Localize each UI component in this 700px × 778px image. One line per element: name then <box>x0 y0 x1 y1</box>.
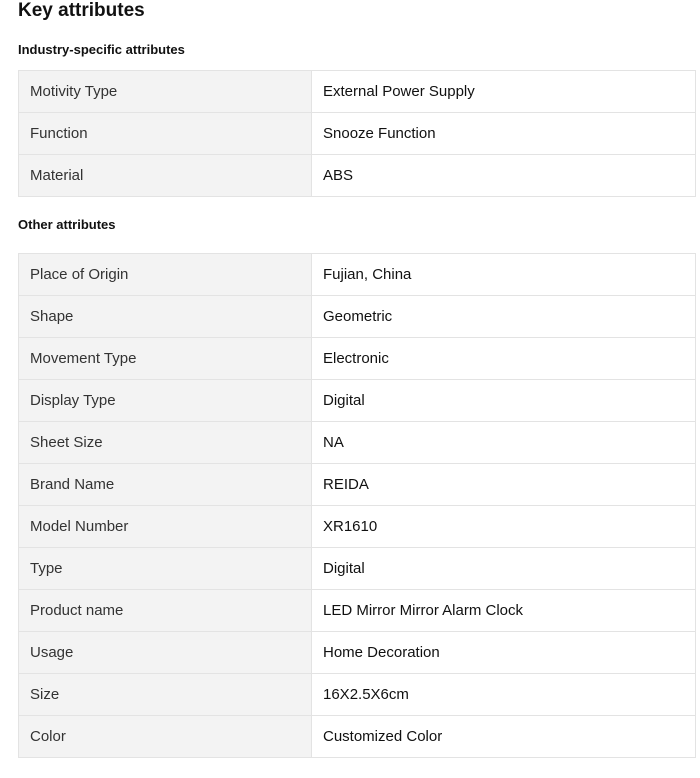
attribute-value: Home Decoration <box>312 632 696 674</box>
table-row <box>19 380 696 422</box>
attribute-key: Sheet Size <box>19 422 312 464</box>
attribute-value: Electronic <box>312 338 696 380</box>
attribute-key: Brand Name <box>19 464 312 506</box>
attribute-key: Product name <box>19 590 312 632</box>
table-row <box>19 464 696 506</box>
industry-attributes-heading: Industry-specific attributes <box>18 42 185 57</box>
table-row <box>19 548 696 590</box>
page-title: Key attributes <box>18 0 145 21</box>
attribute-key: Motivity Type <box>19 71 312 113</box>
attribute-value: Digital <box>312 548 696 590</box>
attribute-value: Snooze Function <box>312 113 696 155</box>
attribute-value: Customized Color <box>312 716 696 758</box>
table-row <box>19 674 696 716</box>
attribute-value: Geometric <box>312 296 696 338</box>
attribute-value: REIDA <box>312 464 696 506</box>
other-attributes-table <box>18 253 696 758</box>
table-row <box>19 113 696 155</box>
attribute-value: ABS <box>312 155 696 197</box>
table-row <box>19 338 696 380</box>
attribute-value: LED Mirror Mirror Alarm Clock <box>312 590 696 632</box>
attribute-key: Place of Origin <box>19 254 312 296</box>
attribute-value: Digital <box>312 380 696 422</box>
table-row <box>19 632 696 674</box>
attribute-key: Movement Type <box>19 338 312 380</box>
table-row <box>19 296 696 338</box>
attribute-key: Display Type <box>19 380 312 422</box>
attribute-key: Color <box>19 716 312 758</box>
attribute-key: Type <box>19 548 312 590</box>
attribute-key: Function <box>19 113 312 155</box>
other-attributes-heading: Other attributes <box>18 217 116 232</box>
attribute-value: 16X2.5X6cm <box>312 674 696 716</box>
attribute-key: Shape <box>19 296 312 338</box>
attribute-value: External Power Supply <box>312 71 696 113</box>
industry-attributes-table <box>18 70 696 197</box>
key-attributes-panel <box>18 0 696 758</box>
attribute-value: XR1610 <box>312 506 696 548</box>
table-row <box>19 716 696 758</box>
table-row <box>19 155 696 197</box>
attribute-value: Fujian, China <box>312 254 696 296</box>
table-row <box>19 506 696 548</box>
table-row <box>19 71 696 113</box>
table-row <box>19 590 696 632</box>
table-row <box>19 422 696 464</box>
attribute-key: Usage <box>19 632 312 674</box>
attribute-value: NA <box>312 422 696 464</box>
attribute-key: Size <box>19 674 312 716</box>
attribute-key: Model Number <box>19 506 312 548</box>
attribute-key: Material <box>19 155 312 197</box>
table-row <box>19 254 696 296</box>
